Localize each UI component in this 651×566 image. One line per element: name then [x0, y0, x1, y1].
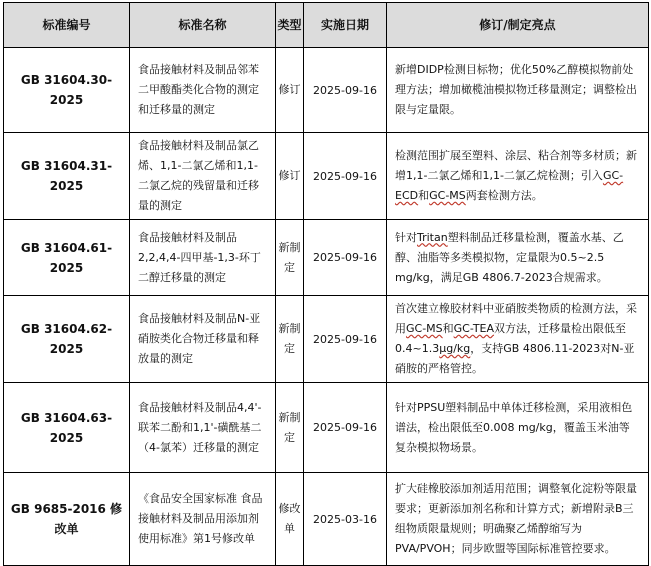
highlight-text: ，支持GB 4806.11-2023对N-亚硝胺的严格管控。	[395, 342, 635, 375]
cell-date: 2025-09-16	[304, 296, 387, 383]
cell-highlights: 扩大硅橡胶添加剂适用范围；调整氧化淀粉等限量要求；更新添加剂名称和计算方式；新增附录B三组物质限量规则；明确聚乙烯醇缩写为PVA/PVOH；同步欧盟等国际标准管控要求。	[387, 473, 649, 566]
cell-highlights	[387, 296, 649, 383]
cell-std-number: GB 31604.63-2025	[4, 383, 130, 473]
table-row	[4, 473, 649, 566]
header-std-number: 标准编号	[4, 3, 130, 48]
cell-type: 修订	[276, 48, 304, 133]
highlight-text: 塑料制品迁移量检测，覆盖水基、乙醇、油脂等多类模拟物，定量限为0.5~2.5 mg/kg，满足GB 4806.7-2023合规需求。	[395, 230, 624, 284]
cell-std-name: 食品接触材料及制品邻苯二甲酸酯类化合物的测定和迁移量的测定	[130, 48, 276, 133]
method-gc-ms: GC-MS	[429, 189, 466, 202]
cell-type: 新制定	[276, 383, 304, 473]
highlight-text: 双方法，迁移量检出限低至0.4~1.3	[395, 322, 627, 355]
cell-date: 2025-09-16	[304, 48, 387, 133]
unit-ug-kg: μg/kg	[439, 342, 471, 355]
cell-highlights: 针对PPSU塑料制品中单体迁移检测，采用液相色谱法，检出限低至0.008 mg/kg，覆盖玉米油等复杂模拟物场景。	[387, 383, 649, 473]
header-highlights: 修订/制定亮点	[387, 3, 649, 48]
highlight-text: 和	[418, 189, 430, 202]
highlight-text: 首次建立橡胶材料中亚硝胺类物质的检测方法，采用	[395, 302, 637, 335]
cell-date: 2025-03-16	[304, 473, 387, 566]
cell-std-name: 食品接触材料及制品2,2,4,4-四甲基-1,3-环丁二醇迁移量的测定	[130, 220, 276, 296]
table-row	[4, 133, 649, 220]
cell-date: 2025-09-16	[304, 133, 387, 220]
table-row	[4, 220, 649, 296]
cell-std-name: 食品接触材料及制品4,4'-联苯二酚和1,1'-磺酰基二（4-氯苯）迁移量的测定	[130, 383, 276, 473]
cell-std-name: 《食品安全国家标准 食品接触材料及制品用添加剂使用标准》第1号修改单	[130, 473, 276, 566]
cell-std-number: GB 9685-2016 修改单	[4, 473, 130, 566]
header-std-name: 标准名称	[130, 3, 276, 48]
highlight-text: 两套检测方法。	[465, 189, 543, 202]
table-row	[4, 48, 649, 133]
cell-type: 新制定	[276, 296, 304, 383]
cell-std-number: GB 31604.30-2025	[4, 48, 130, 133]
cell-highlights: 新增DIDP检测目标物；优化50%乙醇模拟物前处理方法；增加橄榄油模拟物迁移量测定；调整检出限与定量限。	[387, 48, 649, 133]
method-gc-tea: GC-TEA	[453, 322, 495, 335]
material-tritan: Tritan	[417, 230, 448, 244]
cell-date: 2025-09-16	[304, 383, 387, 473]
cell-std-number: GB 31604.31-2025	[4, 133, 130, 220]
cell-std-number: GB 31604.61-2025	[4, 220, 130, 296]
table-row	[4, 296, 649, 383]
cell-highlights	[387, 220, 649, 296]
cell-type: 修改单	[276, 473, 304, 566]
cell-date: 2025-09-16	[304, 220, 387, 296]
cell-type: 修订	[276, 133, 304, 220]
cell-std-name: 食品接触材料及制品N-亚硝胺类化合物迁移量和释放量的测定	[130, 296, 276, 383]
method-gc-ecd: GC-ECD	[395, 169, 624, 202]
header-date: 实施日期	[304, 3, 387, 48]
highlight-text: 检测范围扩展至塑料、涂层、粘合剂等多材质；新增1,1-二氯乙烯和1,1-二氯乙烷检测；引入	[395, 149, 637, 182]
cell-std-name: 食品接触材料及制品氯乙烯、1,1-二氯乙烯和1,1-二氯乙烷的残留量和迁移量的测定	[130, 133, 276, 220]
cell-highlights	[387, 133, 649, 220]
header-type: 类型	[276, 3, 304, 48]
cell-type: 新制定	[276, 220, 304, 296]
method-gc-ms: GC-MS	[406, 322, 443, 335]
highlight-text: 针对	[395, 230, 417, 244]
highlight-text: 和	[442, 322, 454, 335]
table-header-row	[4, 3, 649, 48]
cell-std-number: GB 31604.62-2025	[4, 296, 130, 383]
table-row	[4, 383, 649, 473]
standards-table	[3, 2, 649, 566]
